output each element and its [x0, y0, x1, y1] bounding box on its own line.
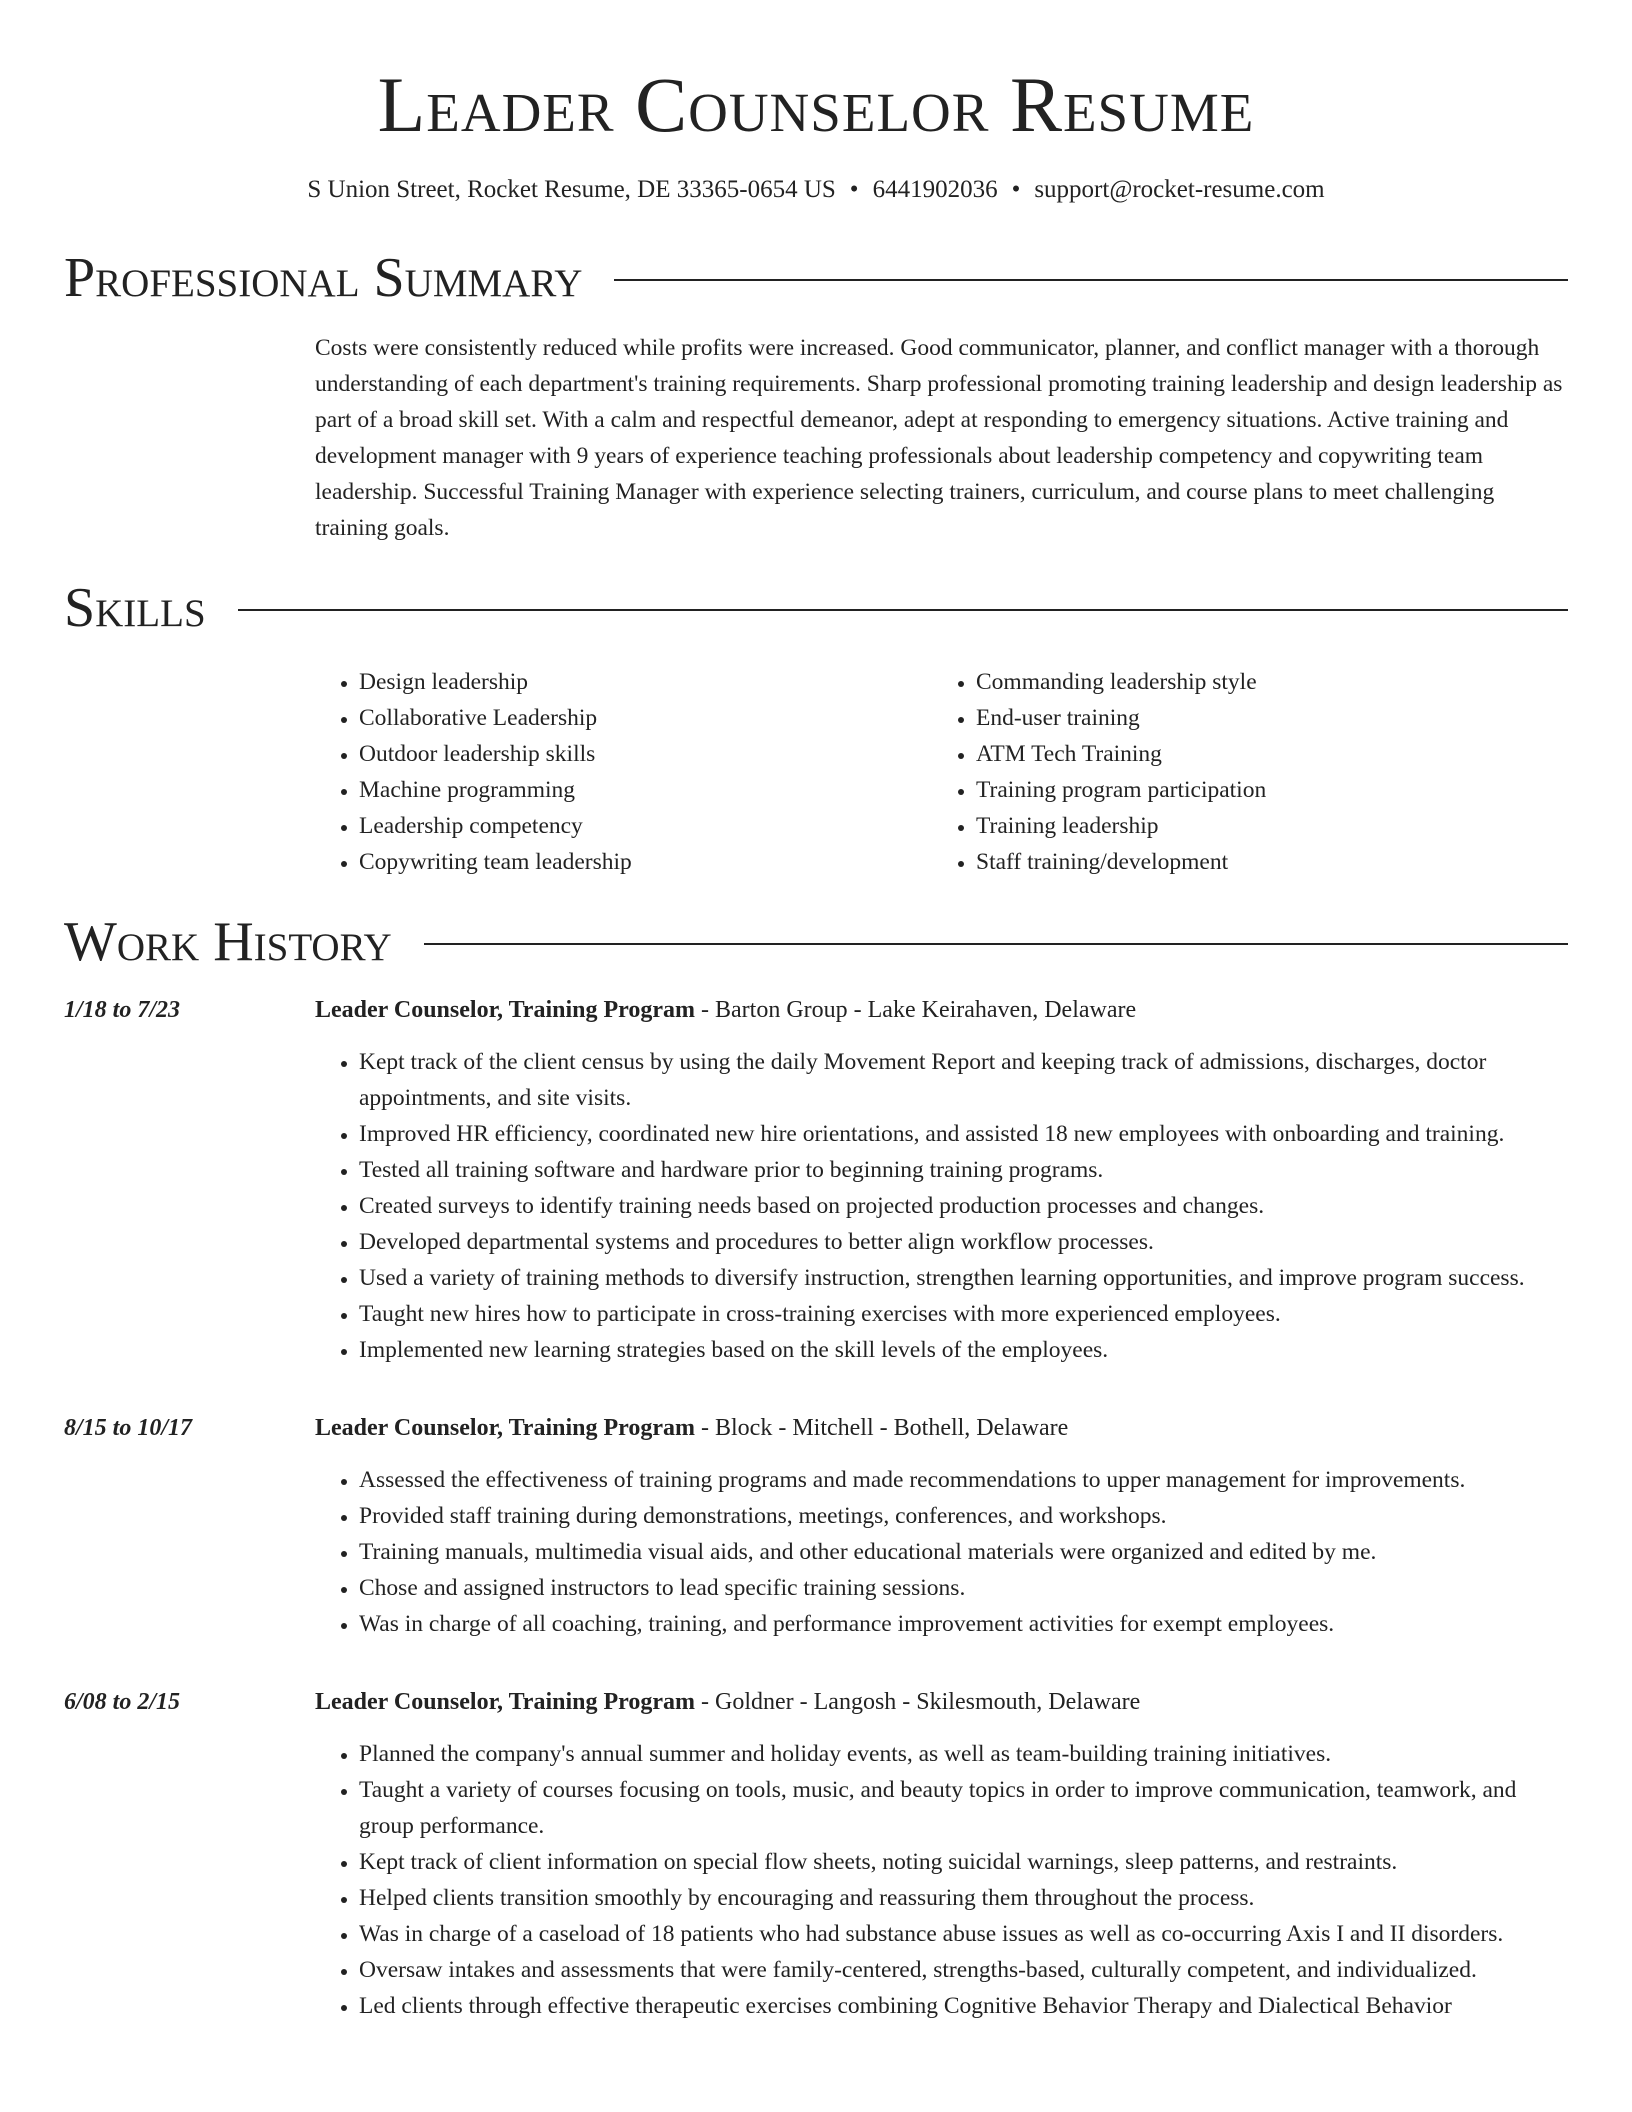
- contact-separator: •: [849, 176, 859, 203]
- job-bullet: • Assessed the effectiveness of training programs and made recommendations to upper management for improvements.: [359, 1462, 1568, 1498]
- job-bullet: • Was in charge of a caseload of 18 patients who had substance abuse issues as well as co-occurring Axis I and II disorders.: [359, 1916, 1568, 1952]
- job-bullet: • Planned the company's annual summer and holiday events, as well as team-building training initiatives.: [359, 1736, 1568, 1772]
- job-bullets: [315, 1462, 1568, 1642]
- job-bullets: [315, 1044, 1568, 1368]
- section-heading: Skills: [64, 577, 206, 639]
- contact-phone: 6441902036: [872, 176, 998, 203]
- resume-title: Leader Counselor Resume: [377, 61, 1255, 148]
- contact-separator: •: [1011, 176, 1021, 203]
- job-dates: 6/08 to 2/15: [64, 1689, 181, 1715]
- job-heading: [315, 1684, 1568, 1720]
- job-employer: - Goldner - Langosh - Skilesmouth, Delaware: [695, 1689, 1141, 1715]
- job-bullet: • Kept track of client information on special flow sheets, noting suicidal warnings, sleep patterns, and restraints.: [359, 1844, 1568, 1880]
- job-details: [315, 1410, 1568, 1642]
- job-bullet: • Created surveys to identify training needs based on projected production processes and changes.: [359, 1188, 1568, 1224]
- job-entry: [64, 1684, 1568, 2024]
- skills-grid: [315, 664, 1568, 880]
- job-bullet: • Oversaw intakes and assessments that were family-centered, strengths-based, culturally competent, and individualized.: [359, 1952, 1568, 1988]
- job-bullet: • Developed departmental systems and procedures to better align workflow processes.: [359, 1224, 1568, 1260]
- contact-line: [64, 174, 1568, 206]
- contact-email: support@rocket-resume.com: [1034, 176, 1325, 203]
- skills-list-left: [315, 664, 932, 880]
- job-bullet: • Implemented new learning strategies based on the skill levels of the employees.: [359, 1332, 1568, 1368]
- job-heading: [315, 1410, 1568, 1446]
- skills-list-right: [932, 664, 1549, 880]
- job-title: Leader Counselor, Training Program: [315, 1415, 696, 1441]
- job-entry: [64, 1410, 1568, 1642]
- skill-item: • Training leadership: [976, 808, 1549, 844]
- section-divider: [614, 279, 1568, 281]
- job-entry: [64, 992, 1568, 1368]
- job-bullet: • Used a variety of training methods to diversify instruction, strengthen learning opportunities, and improve program success.: [359, 1260, 1568, 1296]
- skill-item: • Commanding leadership style: [976, 664, 1549, 700]
- section-divider: [238, 609, 1568, 611]
- job-heading: [315, 992, 1568, 1028]
- skill-item: • Design leadership: [359, 664, 932, 700]
- job-details: [315, 1684, 1568, 2024]
- section-header: [64, 910, 1568, 974]
- job-title: Leader Counselor, Training Program: [315, 997, 696, 1023]
- skill-item: • Outdoor leadership skills: [359, 736, 932, 772]
- job-bullet: • Kept track of the client census by using the daily Movement Report and keeping track of admissions, discharges, doctor appointments, and site visits.: [359, 1044, 1568, 1116]
- job-bullet: • Taught a variety of courses focusing on tools, music, and beauty topics in order to improve communication, teamwork, and group performance.: [359, 1772, 1568, 1844]
- section-divider: [424, 943, 1568, 945]
- section-header: [64, 246, 1568, 310]
- resume-page: [64, 0, 1568, 2024]
- job-bullets: [315, 1736, 1568, 2024]
- skills-section: [64, 576, 1568, 880]
- job-bullet: • Tested all training software and hardware prior to beginning training programs.: [359, 1152, 1568, 1188]
- job-bullet: • Improved HR efficiency, coordinated new hire orientations, and assisted 18 new employees with onboarding and training.: [359, 1116, 1568, 1152]
- job-bullet: • Helped clients transition smoothly by encouraging and reassuring them throughout the process.: [359, 1880, 1568, 1916]
- job-dates: 1/18 to 7/23: [64, 997, 181, 1023]
- job-bullet: • Led clients through effective therapeutic exercises combining Cognitive Behavior Therapy and Dialectical Behavior: [359, 1988, 1568, 2024]
- professional-summary-section: [64, 246, 1568, 546]
- skill-item: • Machine programming: [359, 772, 932, 808]
- skill-item: • Training program participation: [976, 772, 1549, 808]
- job-dates: 8/15 to 10/17: [64, 1415, 193, 1441]
- section-heading: Work History: [64, 911, 392, 973]
- job-title: Leader Counselor, Training Program: [315, 1689, 696, 1715]
- job-details: [315, 992, 1568, 1368]
- skill-item: • Copywriting team leadership: [359, 844, 932, 880]
- skill-item: • End-user training: [976, 700, 1549, 736]
- job-bullet: • Was in charge of all coaching, training, and performance improvement activities for exempt employees.: [359, 1606, 1568, 1642]
- section-heading: Professional Summary: [64, 247, 583, 309]
- job-bullet: • Training manuals, multimedia visual aids, and other educational materials were organized and edited by me.: [359, 1534, 1568, 1570]
- job-employer: - Barton Group - Lake Keirahaven, Delaware: [695, 997, 1137, 1023]
- skill-item: • Leadership competency: [359, 808, 932, 844]
- job-bullet: • Chose and assigned instructors to lead specific training sessions.: [359, 1570, 1568, 1606]
- job-employer: - Block - Mitchell - Bothell, Delaware: [695, 1415, 1069, 1441]
- section-header: [64, 576, 1568, 640]
- job-bullet: • Taught new hires how to participate in cross-training exercises with more experienced employees.: [359, 1296, 1568, 1332]
- work-history-section: [64, 910, 1568, 2024]
- skill-item: • Staff training/development: [976, 844, 1549, 880]
- summary-text: Costs were consistently reduced while profits were increased. Good communicator, planner, and conflict manager with a thorough understanding of each department's training requirements. Sharp professional promoting training leadership and design leadership as part of a broad skill set. With a calm and respectful demeanor, adept at responding to emergency situations. Active training and development manager with 9 years of experience teaching professionals about leadership competency and copywriting team leadership. Successful Training Manager with experience selecting trainers, curriculum, and course plans to meet challenging training goals.: [315, 335, 1563, 541]
- skill-item: • ATM Tech Training: [976, 736, 1549, 772]
- skill-item: • Collaborative Leadership: [359, 700, 932, 736]
- job-bullet: • Provided staff training during demonstrations, meetings, conferences, and workshops.: [359, 1498, 1568, 1534]
- contact-address: S Union Street, Rocket Resume, DE 33365-0654 US: [307, 176, 836, 203]
